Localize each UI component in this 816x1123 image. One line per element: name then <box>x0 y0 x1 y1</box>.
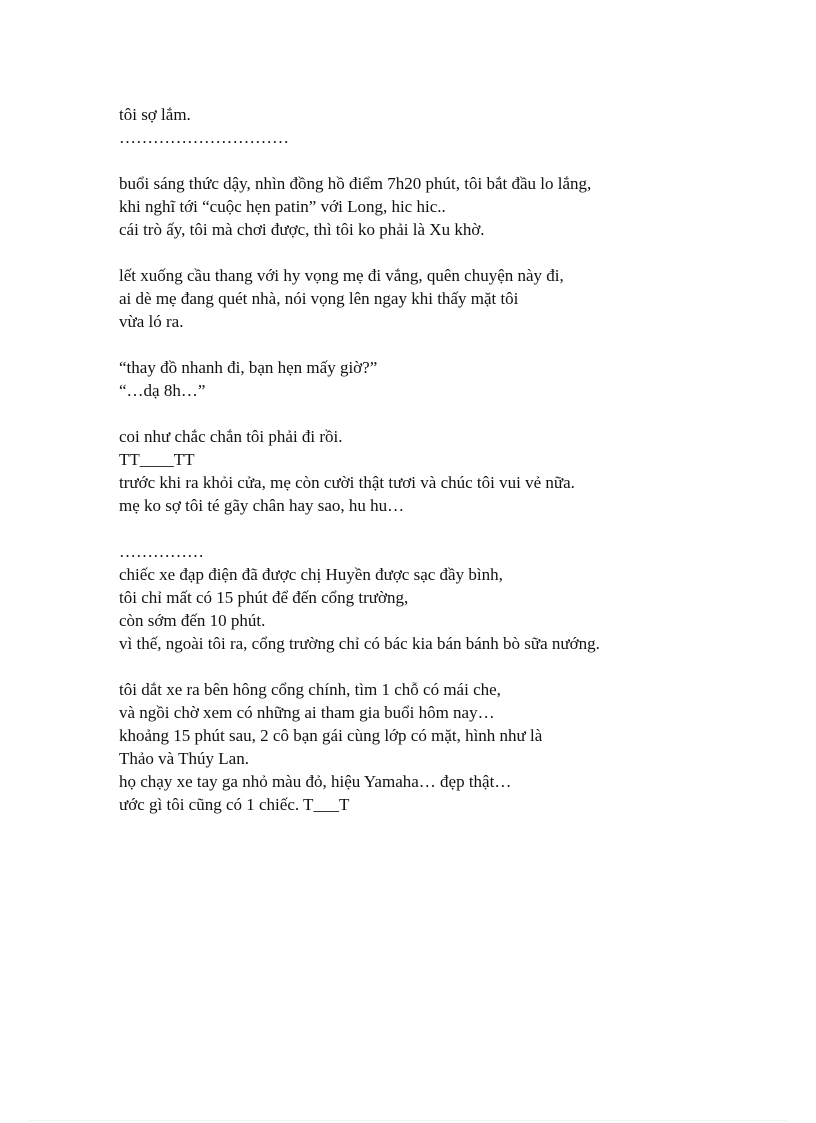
ellipsis-divider: …………… <box>119 542 204 561</box>
text-line: khi nghĩ tới “cuộc hẹn patin” với Long, hic hic.. <box>119 197 446 216</box>
text-line: ai dè mẹ đang quét nhà, nói vọng lên ngay khi thấy mặt tôi <box>119 289 519 308</box>
text-line: trước khi ra khỏi cửa, mẹ còn cười thật tươi và chúc tôi vui vẻ nữa. <box>119 473 575 492</box>
text-line: vì thế, ngoài tôi ra, cổng trường chỉ có bác kia bán bánh bò sữa nướng. <box>119 634 600 653</box>
document-body <box>119 103 779 816</box>
text-line: và ngồi chờ xem có những ai tham gia buổi hôm nay… <box>119 703 495 722</box>
text-line: buổi sáng thức dậy, nhìn đồng hồ điểm 7h20 phút, tôi bắt đầu lo lắng, <box>119 174 592 193</box>
ellipsis-divider: ………………………… <box>119 128 289 147</box>
text-line: tôi sợ lắm. <box>119 105 191 124</box>
text-line: mẹ ko sợ tôi té gãy chân hay sao, hu hu… <box>119 496 405 515</box>
text-line: cái trò ấy, tôi mà chơi được, thì tôi ko phải là Xu khờ. <box>119 220 485 239</box>
text-line: còn sớm đến 10 phút. <box>119 611 266 630</box>
text-line: lết xuống cầu thang với hy vọng mẹ đi vắng, quên chuyện này đi, <box>119 266 564 285</box>
dialogue-line: “thay đồ nhanh đi, bạn hẹn mấy giờ?” <box>119 358 378 377</box>
text-line: vừa ló ra. <box>119 312 184 331</box>
text-line: tôi dắt xe ra bên hông cổng chính, tìm 1 chỗ có mái che, <box>119 680 501 699</box>
text-line: khoảng 15 phút sau, 2 cô bạn gái cùng lớp có mặt, hình như là <box>119 726 543 745</box>
text-line: coi như chắc chắn tôi phải đi rồi. <box>119 427 343 446</box>
emoticon-line: TT____TT <box>119 450 195 469</box>
text-line: Thảo và Thúy Lan. <box>119 749 249 768</box>
text-line: tôi chỉ mất có 15 phút để đến cổng trường, <box>119 588 409 607</box>
text-line: họ chạy xe tay ga nhỏ màu đỏ, hiệu Yamaha… đẹp thật… <box>119 772 512 791</box>
text-line: chiếc xe đạp điện đã được chị Huyền được sạc đầy bình, <box>119 565 503 584</box>
text-line: ước gì tôi cũng có 1 chiếc. T___T <box>119 795 350 814</box>
page-bottom-edge <box>28 1120 788 1121</box>
dialogue-line: “…dạ 8h…” <box>119 381 206 400</box>
